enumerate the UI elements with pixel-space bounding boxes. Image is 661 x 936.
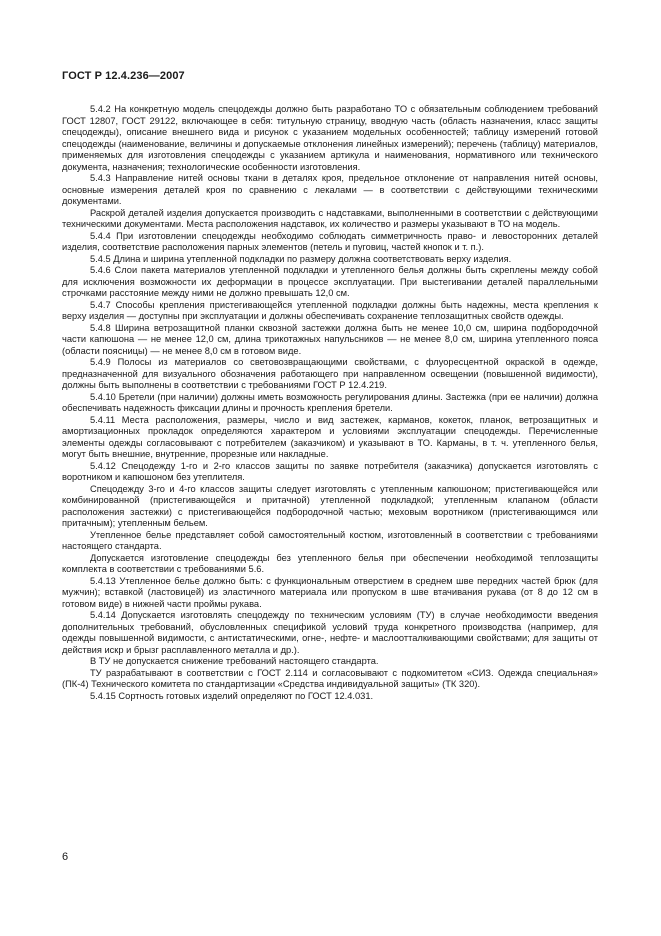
paragraph: Допускается изготовление спецодежды без утепленного белья при обеспечении необходимой теплозащиты комплекта в соответствии с требованиями 5.6. xyxy=(62,552,598,574)
page-number: 6 xyxy=(62,851,69,863)
paragraph: Раскрой деталей изделия допускается производить с надставками, выполненными в соответствии с действующими техническими документами. Места расположения надставок, их количество и размеры указывают в ТО на модель. xyxy=(62,207,598,229)
paragraph: ТУ разрабатывают в соответствии с ГОСТ 2.114 и согласовывают с подкомитетом «СИЗ. Одежда специальная» (ПК-4) Технического комитета по стандартизации «Средства индивидуальной защиты» (ТК 320). xyxy=(62,667,598,689)
paragraph: 5.4.12 Спецодежду 1-го и 2-го классов защиты по заявке потребителя (заказчика) допускается изготовлять с воротником и капюшоном без утеплителя. xyxy=(62,460,598,482)
paragraph: 5.4.9 Полосы из материалов со световозвращающими свойствами, с флуоресцентной окраской в одежде, предназначенной для визуального обозначения работающего при направленном освещении (повышенной видимости), должны быть выполнены в соответствии с требованиями ГОСТ Р 12.4.219. xyxy=(62,357,598,390)
paragraph: 5.4.6 Слои пакета материалов утепленной подкладки и утепленного белья должны быть скреплены между собой для исключения возможности их деформации в процессе эксплуатации. При выстегивании деталей параллельными строчками расстояние между ними не должно превышать 12,0 см. xyxy=(62,265,598,298)
paragraph: 5.4.5 Длина и ширина утепленной подкладки по размеру должна соответствовать верху изделия. xyxy=(90,253,512,264)
paragraph: 5.4.8 Ширина ветрозащитной планки сквозной застежки должна быть не менее 10,0 см, ширина подбородочной части капюшона — не менее 12,0 см, длина трикотажных напульсников — не менее 8,0 см, ширина утепленного пояса (области поясницы) — не менее 8,0 см в готовом виде. xyxy=(62,322,598,356)
paragraph: 5.4.10 Бретели (при наличии) должны иметь возможность регулирования длины. Застежка (при ее наличии) должна обеспечивать надежность фиксации длины и прочность крепления бретели. xyxy=(62,391,598,413)
paragraph: В ТУ не допускается снижение требований настоящего стандарта. xyxy=(90,656,379,666)
paragraph: 5.4.14 Допускается изготовлять спецодежду по техническим условиям (ТУ) в случае необходимости введения дополнительных требований, обусловленных спецификой условий труда конкретного производства (например, для одежды повышенной видимости, с антистатическими, огне-, нефте- и маслоотталкивающими свойствами; для защиты от действия искр и брызг расплавленного металла и др.). xyxy=(62,610,598,655)
paragraph: 5.4.15 Сортность готовых изделий определяют по ГОСТ 12.4.031. xyxy=(90,690,374,701)
document-header: ГОСТ Р 12.4.236—2007 xyxy=(62,70,185,82)
paragraph: Спецодежду 3-го и 4-го классов защиты следует изготовлять с утепленным капюшоном; пристегивающейся или комбинированной (пристегивающейся и притачной) утепленной подкладкой; утепленным клапаном (области расположения застежки) с пристегивающейся подбородочной частью; меховым воротником (пристегивающимся или притачным); утепленным бельем. xyxy=(62,483,598,528)
paragraph: 5.4.13 Утепленное белье должно быть: с функциональным отверстием в среднем шве передних частей брюк (для мужчин); вставкой (ластовицей) из эластичного материала или пропуском в шве втачивания рукава (от 8 до 12 см в готовом виде) в нижней части проймы рукава. xyxy=(62,575,598,609)
paragraph: 5.4.3 Направление нитей основы ткани в деталях кроя, предельное отклонение от направления нитей основы, основные измерения деталей кроя по сравнению с лекалами — в соответствии с действующими техническими документами. xyxy=(62,173,598,206)
paragraph: 5.4.4 При изготовлении спецодежды необходимо соблюдать симметричность право- и левосторонних деталей изделия, соответствие расположения парных элементов (петель и пуговиц, частей кнопок и т. п.). xyxy=(62,230,598,252)
paragraph: 5.4.7 Способы крепления пристегивающейся утепленной подкладки должны быть надежны, места крепления к верху изделия — доступны при эксплуатации и должны обеспечивать сохранение теплозащитных свойств одежды. xyxy=(62,299,598,321)
paragraph: Утепленное белье представляет собой самостоятельный костюм, изготовленный в соответствии с требованиями настоящего стандарта. xyxy=(62,529,598,551)
document-body xyxy=(62,104,598,702)
paragraph: 5.4.2 На конкретную модель спецодежды должно быть разработано ТО с обязательным соблюдением требований ГОСТ 12807, ГОСТ 29122, включающее в себя: титульную страницу, вводную часть (область назначения, класс защиты спецодежды), описание внешнего вида и рисунок с указанием модельных особенностей; таблицу измерений готовой спецодежды (наименование, величины и допускаемые отклонения линейных измерений); перечень (таблицу) материалов, применяемых для изготовления спецодежды с указанием артикула и наименования, нормативного или технического документа, назначения; технологические особенности изготовления. xyxy=(62,104,598,172)
paragraph: 5.4.11 Места расположения, размеры, число и вид застежек, карманов, кокеток, планок, ветрозащитных и амортизационных прокладок определяются характером и условиями эксплуатации спецодежды. Перечисленные элементы одежды согласовывают с потребителем (заказчиком) и указывают в ТО. Карманы, в т. ч. утепленного белья, могут быть внешние, внутренние, прорезные или накладные. xyxy=(62,414,598,459)
